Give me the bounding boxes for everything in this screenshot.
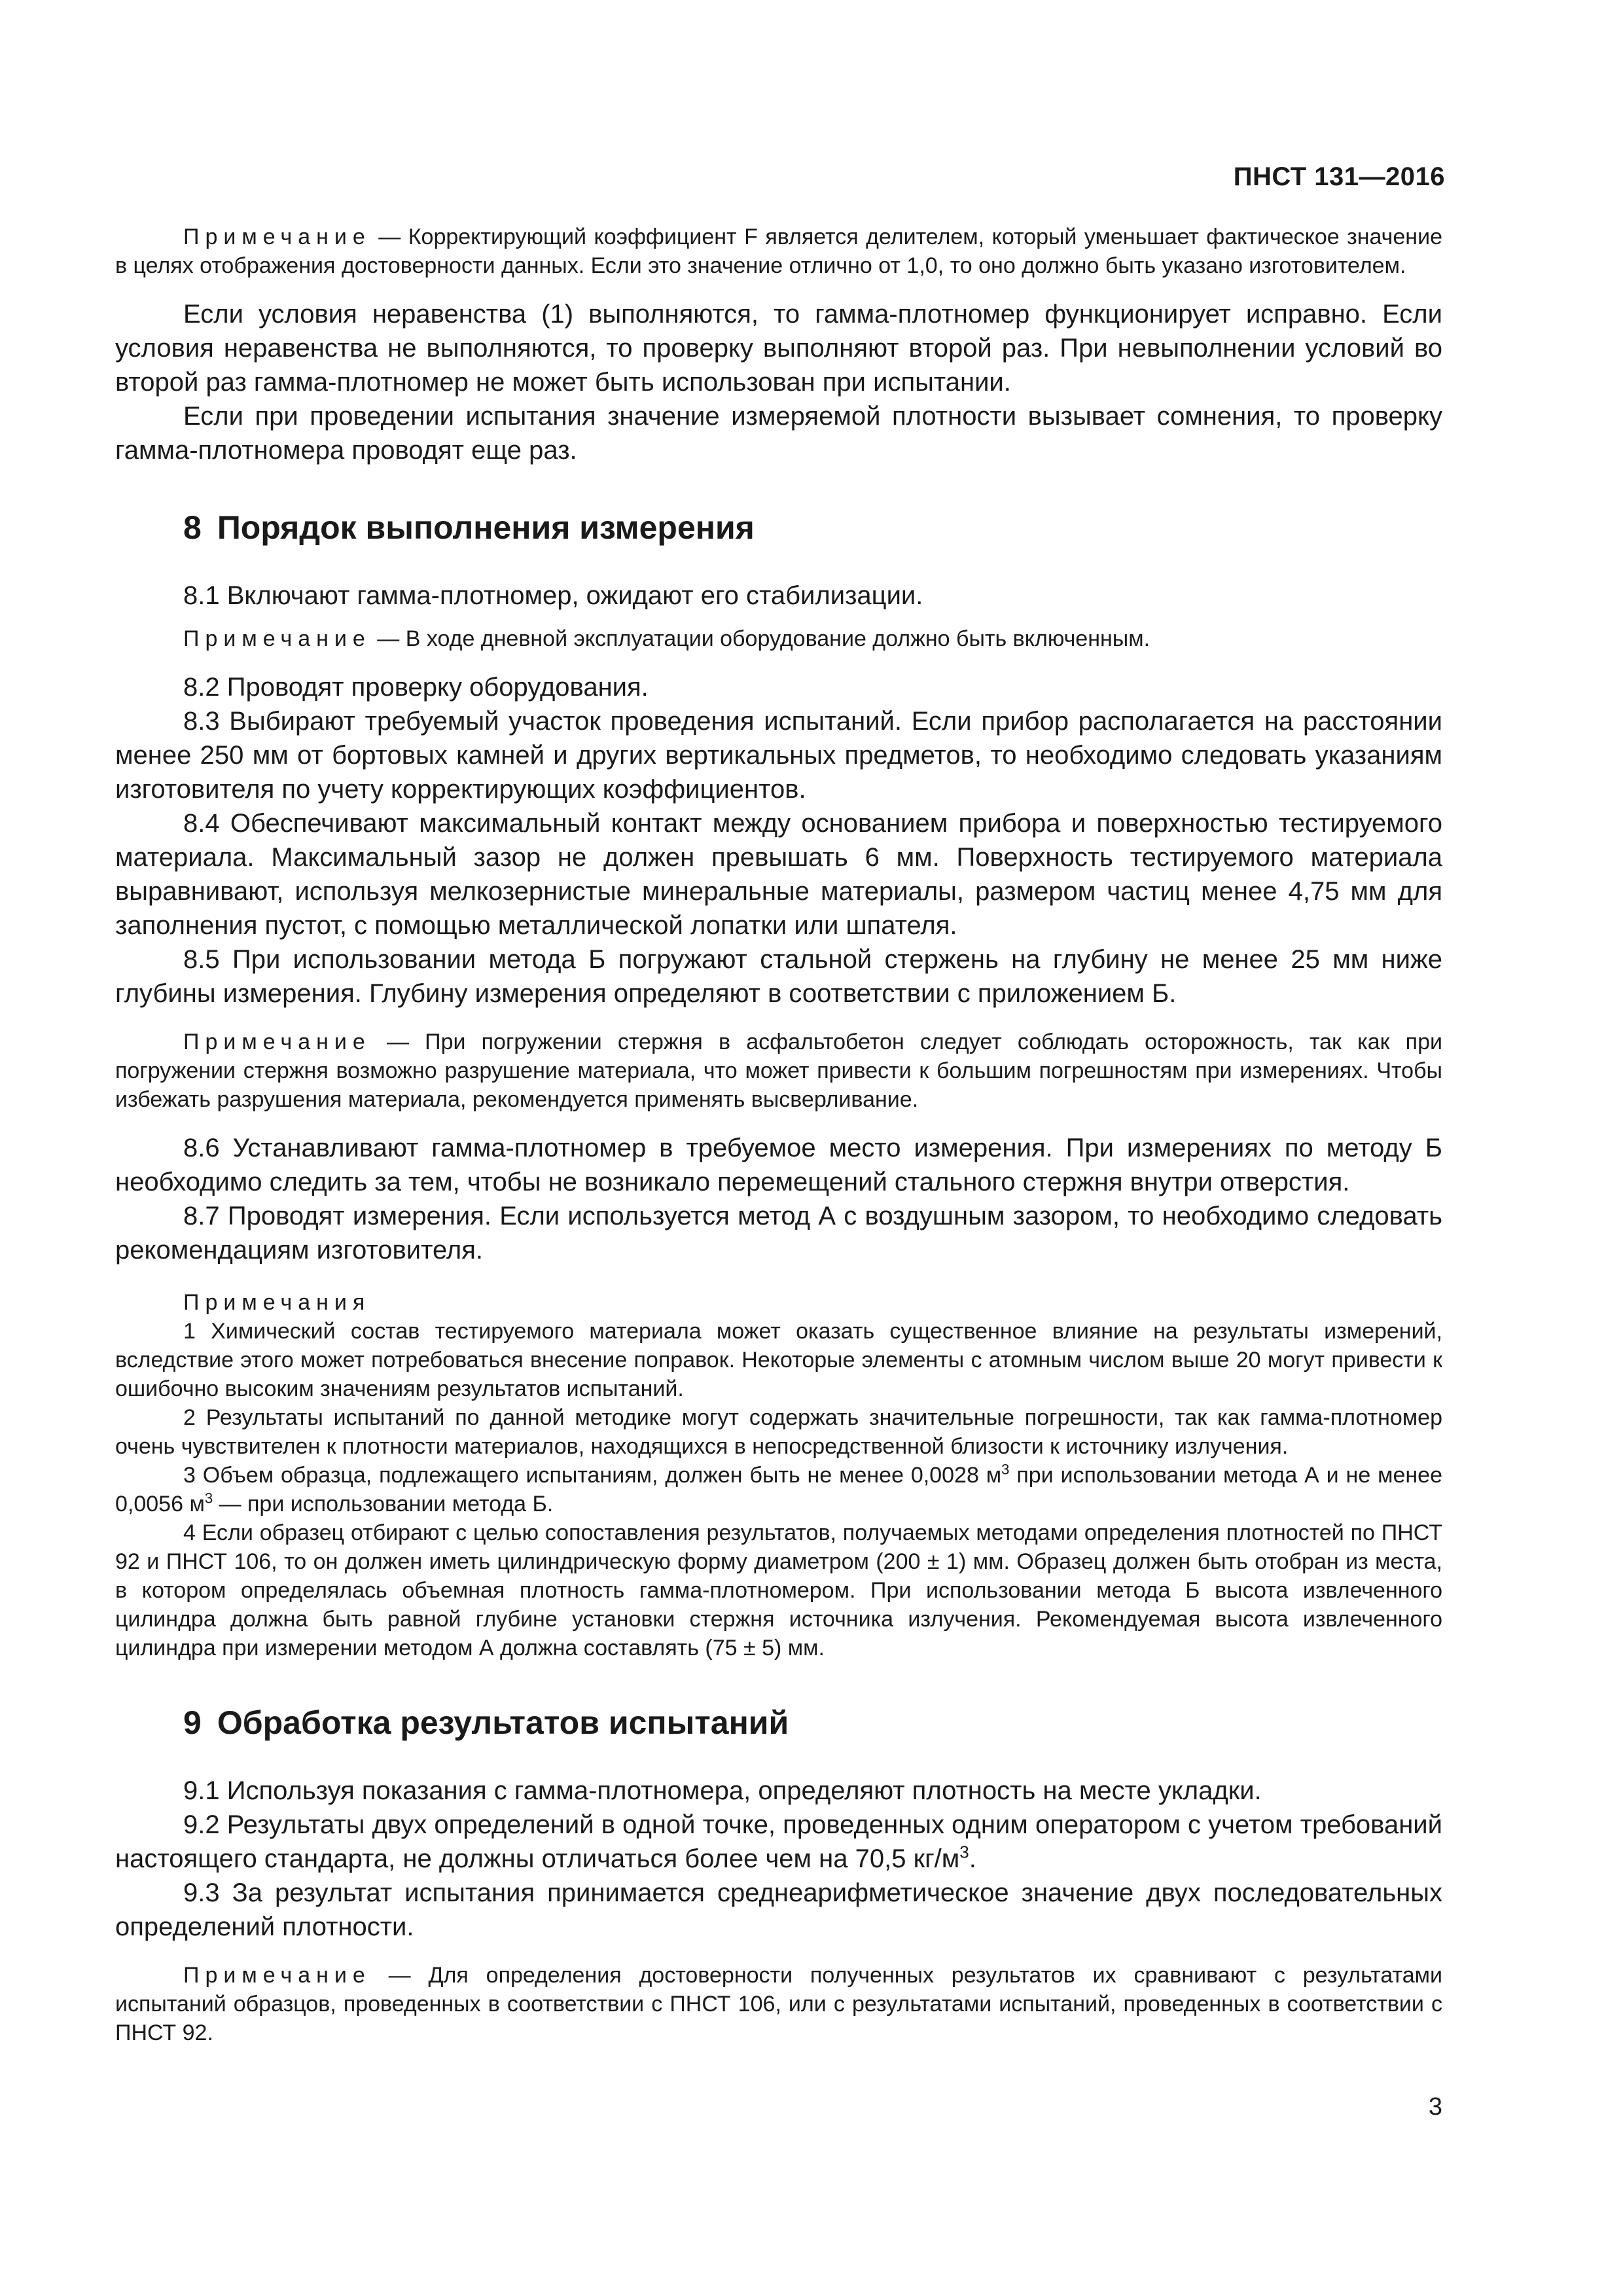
note-dash: — (370, 1030, 425, 1054)
note-dash: — (370, 1963, 429, 1988)
clause-8-7: 8.7 Проводят измерения. Если используется метод А с воздушным зазором, то необходимо следовать рекомендациям изготовителя. (115, 1202, 1442, 1265)
page-content (115, 223, 1442, 2047)
clause-8-2: 8.2 Проводят проверку оборудования. (183, 673, 649, 702)
note-label: Примечание (183, 224, 371, 249)
note-text: Корректирующий коэффициент F является делителем, который уменьшает фактическое значение в целях отображения достоверности данных. Если это значение отлично от 1,0, то оно должно быть указано изготовителем. (115, 224, 1442, 278)
superscript: 3 (204, 1490, 213, 1507)
note-label: Примечание (183, 1963, 371, 1988)
clause-8-4: 8.4 Обеспечивают максимальный контакт между основанием прибора и поверхностью тестируемого материала. Максимальный зазор не должен превышать 6 мм. Поверхность тестируемого материала выравнивают, используя мелкозернистые минеральные материалы, размером частиц менее 4,75 мм для заполнения пустот, с помощью металлической лопатки или шпателя. (115, 809, 1442, 940)
notes-heading: Примечания (183, 1290, 371, 1315)
clause-9-3: 9.3 За результат испытания принимается среднеарифметическое значение двух последовательных определений плотности. (115, 1878, 1442, 1941)
note-paragraph (115, 223, 1442, 280)
note-item-4: 4 Если образец отбирают с целью сопоставления результатов, получаемых методами определения плотностей по ПНСТ 92 и ПНСТ 106, то он должен иметь цилиндрическую форму диаметром (200 ± 1) мм. Образец должен быть отобран из места, в котором определялась объемная плотность гамма-плотномером. При использовании метода Б высота извлеченного цилиндра должна быть равной глубине установки стержня источника излучения. Рекомендуемая высота извлеченного цилиндра при измерении методом А должна составлять (75 ± 5) мм. (115, 1520, 1442, 1660)
note-item-2: 2 Результаты испытаний по данной методике могут содержать значительные погрешности, так как гамма-плотномер очень чувствителен к плотности материалов, находящихся в непосредственной близости к источнику излучения. (115, 1405, 1442, 1459)
note-label: Примечание (183, 1030, 371, 1054)
body-paragraph: Если условия неравенства (1) выполняются, то гамма-плотномер функционирует исправно. Если условия неравенства не выполняются, то проверку выполняют второй раз. При невыполнении условий во второй раз гамма-плотномер не может быть использован при испытании. (115, 300, 1442, 397)
body-paragraph: Если при проведении испытания значение измеряемой плотности вызывает сомнения, то проверку гамма-плотномера проводят еще раз. (115, 402, 1442, 465)
clause-8-6: 8.6 Устанавливают гамма-плотномер в требуемое место измерения. При измерениях по методу Б необходимо следить за тем, чтобы не возникало перемещений стального стержня внутри отверстия. (115, 1134, 1442, 1196)
note-paragraph (115, 1961, 1442, 2047)
note-text: При погружении стержня в асфальтобетон следует соблюдать осторожность, так как при погружении стержня возможно разрушение материала, что может привести к большим погрешностям при измерениях. Чтобы избежать разрушения материала, рекомендуется применять высверливание. (115, 1030, 1442, 1112)
note-3-text-a: 3 Объем образца, подлежащего испытаниям, должен быть не менее 0,0028 м (183, 1463, 1002, 1488)
clause-9-2-end: . (969, 1844, 976, 1873)
section-title: Порядок выполнения измерения (217, 509, 755, 546)
note-3-text-b: при использовании метода А и не менее 0,0056 м (115, 1463, 1442, 1516)
clause-8-1: 8.1 Включают гамма-плотномер, ожидают его стабилизации. (183, 581, 923, 610)
clause-8-3: 8.3 Выбирают требуемый участок проведения испытаний. Если прибор располагается на расстоянии менее 250 мм от бортовых камней и других вертикальных предметов, то необходимо следовать указаниям изготовителя по учету корректирующих коэффициентов. (115, 707, 1442, 804)
superscript: 3 (1001, 1461, 1010, 1478)
page-number: 3 (1428, 2093, 1442, 2121)
clause-9-2 (115, 1808, 1442, 1876)
note-text: В ходе дневной эксплуатации оборудование должно быть включенным. (405, 626, 1150, 651)
note-item-3 (115, 1461, 1442, 1518)
section-number: 8 (183, 509, 202, 546)
section-heading (115, 1703, 1442, 1742)
section-number: 9 (183, 1704, 202, 1741)
superscript: 3 (959, 1842, 969, 1862)
clause-8-5: 8.5 При использовании метода Б погружают стальной стержень на глубину не менее 25 мм ниже глубины измерения. Глубину измерения определяют в соответствии с приложением Б. (115, 945, 1442, 1008)
note-3-text-c: — при использовании метода Б. (213, 1492, 554, 1516)
document-code: ПНСТ 131—2016 (1233, 162, 1445, 191)
section-heading (115, 508, 1442, 547)
note-dash: — (370, 224, 408, 249)
note-paragraph (115, 624, 1442, 653)
clause-9-2-text: 9.2 Результаты двух определений в одной точке, проведенных одним оператором с учетом требований настоящего стандарта, не должны отличаться более чем на 70,5 кг/м (115, 1810, 1442, 1873)
note-paragraph (115, 1028, 1442, 1114)
note-text: Для определения достоверности полученных результатов их сравнивают с результатами испытаний образцов, проведенных в соответствии с ПНСТ 106, или с результатами испытаний, проведенных в соответствии с ПНСТ 92. (115, 1963, 1442, 2045)
note-label: Примечание (183, 626, 371, 651)
note-dash: — (370, 626, 406, 651)
note-item-1: 1 Химический состав тестируемого материала может оказать существенное влияние на результаты измерений, вследствие этого может потребоваться внесение поправок. Некоторые элементы с атомным числом выше 20 могут привести к ошибочно высоким значениям результатов испытаний. (115, 1319, 1442, 1401)
section-title: Обработка результатов испытаний (217, 1704, 789, 1741)
clause-9-1: 9.1 Используя показания с гамма-плотномера, определяют плотность на месте укладки. (183, 1776, 1262, 1805)
